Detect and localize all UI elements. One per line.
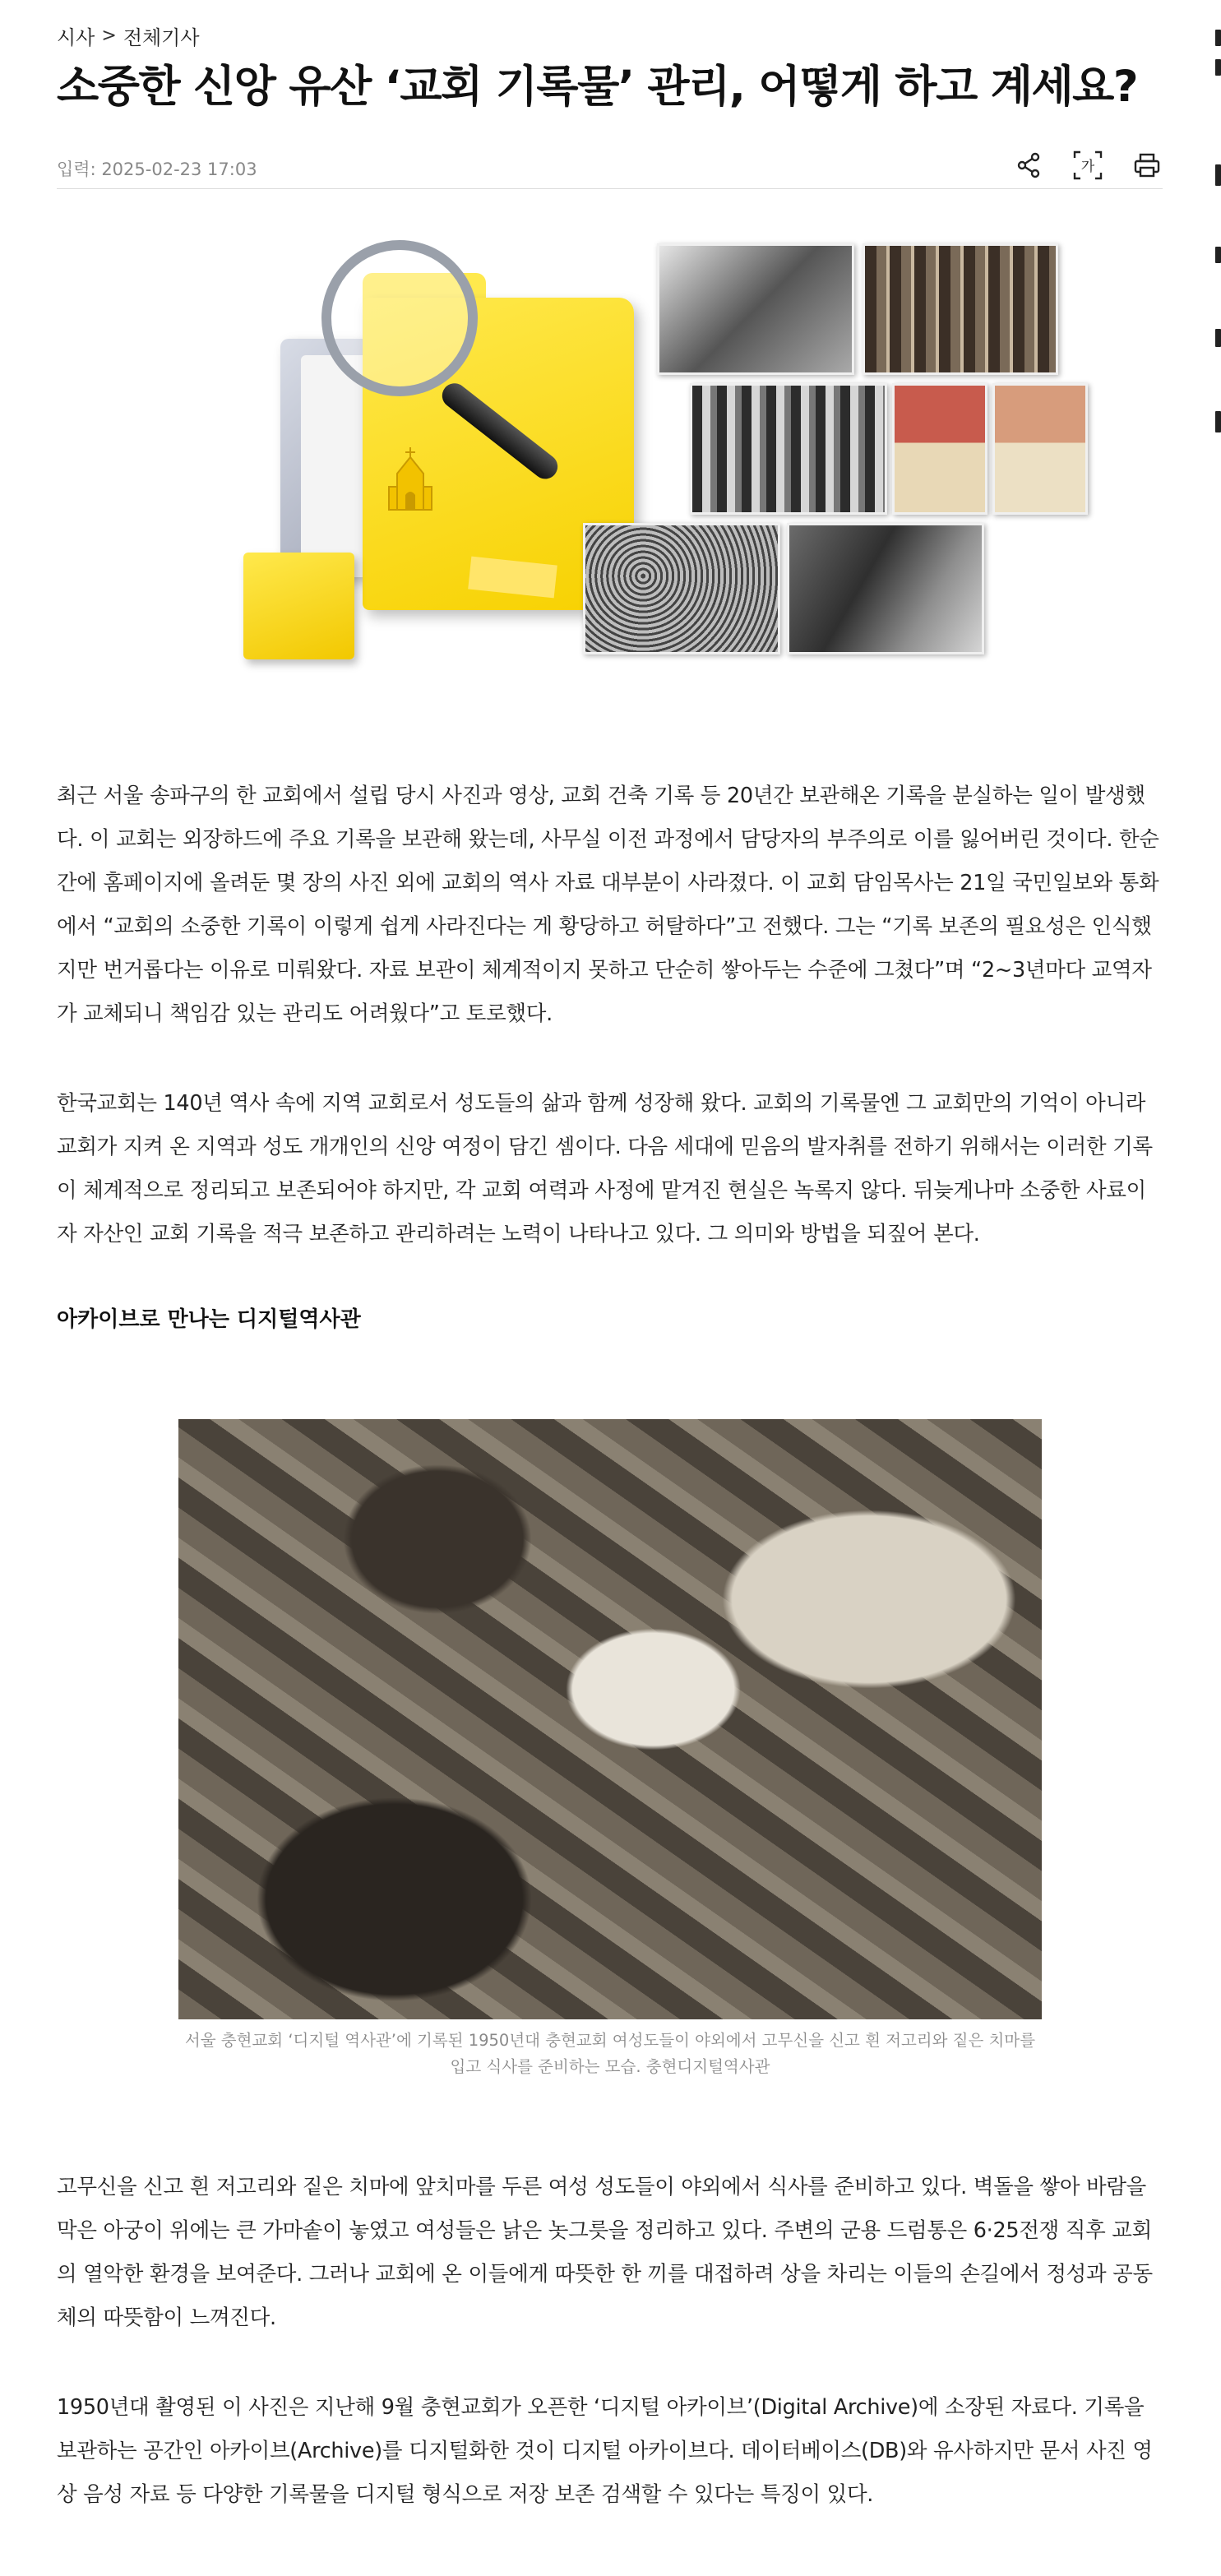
photo-caption: 서울 충현교회 ‘디지털 역사관’에 기록된 1950년대 충현교회 여성도들이 야외에서 고무신을 신고 흰 저고리와 짙은 치마를 입고 식사를 준비하는 모습. 충현디지털역사관 xyxy=(184,2031,1036,2076)
archive-photo xyxy=(690,383,887,515)
article-paragraph: 최근 서울 송파구의 한 교회에서 설립 당시 사진과 영상, 교회 건축 기록 등 20년간 보관해온 기록을 분실하는 일이 발생했다. 이 교회는 외장하드에 주요 기록을 보관해 왔는데, 사무실 이전 과정에서 담당자의 부주의로 이를 잃어버린 것이다. 한순간에 홈페이지에 올려둔 몇 장의 사진 외에 교회의 역사 자료 대부분이 사라졌다. 이 교회 담임목사는 21일 국민일보와 통화에서 “교회의 소중한 기록이 이렇게 쉽게 사라진다는 게 황당하고 허탈하다”고 전했다. 그는 “기록 보존의 필요성은 인식했지만 번거롭다는 이유로 미뤄왔다. 자료 보관이 체계적이지 못하고 단순히 쌓아두는 수준에 그쳤다”며 “2~3년마다 교역자가 교체되니 책임감 있는 관리도 어려웠다”고 토로했다. xyxy=(57,784,1159,1026)
share-icon xyxy=(1015,151,1043,179)
font-size-label: 가 xyxy=(1080,159,1095,175)
archive-photo xyxy=(992,383,1088,515)
page-title: 소중한 신앙 유산 ‘교회 기록물’ 관리, 어떻게 하고 계세요? xyxy=(57,62,1138,112)
article-paragraph: 한국교회는 140년 역사 속에 지역 교회로서 성도들의 삶과 함께 성장해 왔다. 교회의 기록물엔 그 교회만의 기억이 아니라 교회가 지켜 온 지역과 성도 개개인의 신앙 여정이 담긴 셈이다. 다음 세대에 믿음의 발자취를 전하기 위해서는 이러한 기록이 체계적으로 정리되고 보존되어야 하지만, 각 교회 여력과 사정에 맡겨진 현실은 녹록지 않다. 뒤늦게나마 소중한 사료이자 자산인 교회 기록을 적극 보존하고 관리하려는 노력이 나타나고 있다. 그 의미와 방법을 되짚어 본다. xyxy=(57,1091,1153,1246)
article-meta xyxy=(57,145,1163,189)
archive-photo xyxy=(787,523,984,654)
print-icon xyxy=(1133,151,1161,179)
magnifier-icon xyxy=(321,240,478,396)
breadcrumb xyxy=(57,21,200,50)
article-tools xyxy=(1013,150,1163,181)
article-paragraph: 고무신을 신고 흰 저고리와 짙은 치마에 앞치마를 두른 여성 성도들이 야외에서 식사를 준비하고 있다. 벽돌을 쌓아 바람을 막은 아궁이 위에는 큰 가마솥이 놓였고 여성들은 낡은 놋그릇을 정리하고 있다. 주변의 군용 드럼통은 6·25전쟁 직후 교회의 열악한 환경을 보여준다. 그러나 교회에 온 이들에게 따뜻한 한 끼를 대접하려 상을 차리는 이들의 손길에서 정성과 공동체의 따뜻함이 느껴진다. xyxy=(57,2175,1153,2330)
archive-photo xyxy=(892,383,987,515)
archive-photo xyxy=(657,243,854,375)
archive-photo xyxy=(583,523,780,654)
article-photo xyxy=(178,1419,1042,2019)
share-button[interactable] xyxy=(1013,150,1044,181)
hero-image xyxy=(182,240,1101,668)
print-button[interactable] xyxy=(1131,150,1163,181)
sidebar-edge xyxy=(1215,0,1221,510)
church-icon xyxy=(386,446,435,511)
chevron-right-icon: > xyxy=(101,25,117,46)
breadcrumb-sub-link[interactable]: 전체기사 xyxy=(123,26,200,49)
font-size-icon xyxy=(1072,150,1103,181)
section-subheading: 아카이브로 만나는 디지털역사관 xyxy=(57,1307,361,1332)
published-date: 입력: 2025-02-23 17:03 xyxy=(57,160,257,179)
breadcrumb-section-link[interactable]: 시사 xyxy=(57,26,95,49)
archive-photo xyxy=(863,243,1058,375)
font-size-button[interactable] xyxy=(1072,150,1103,181)
article-paragraph: 1950년대 촬영된 이 사진은 지난해 9월 충현교회가 오픈한 ‘디지털 아카이브’(Digital Archive)에 소장된 자료다. 기록을 보관하는 공간인 아카이브(Archive)를 디지털화한 것이 디지털 아카이브다. 데이터베이스(DB)와 유사하지만 문서 사진 영상 음성 자료 등 다양한 기록물을 디지털 형식으로 저장 보존 검색할 수 있다는 특징이 있다. xyxy=(57,2395,1153,2507)
